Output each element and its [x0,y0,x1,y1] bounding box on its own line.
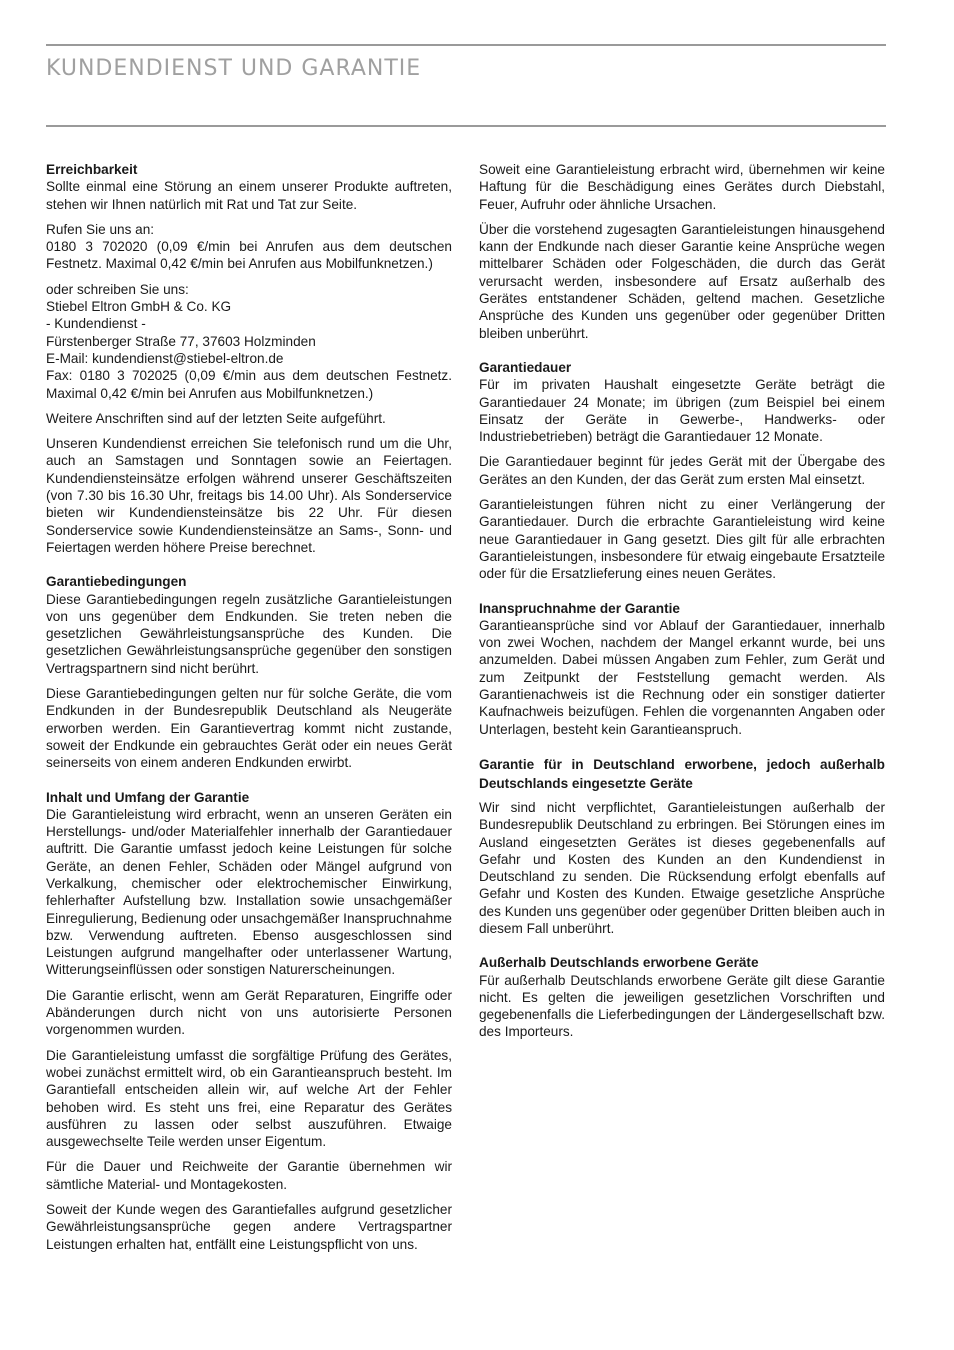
address-line: Fürstenberger Straße 77, 37603 Holzminden [46,333,316,349]
section-heading: Erreichbarkeit [46,162,138,177]
section-heading: Inhalt und Umfang der Garantie [46,789,250,805]
paragraph: Diese Garantiebedingungen gelten nur für solche Geräte, die vom Endkunden in der Bundesrepublik Deutschland als Neugeräte erworben werden. Ein Garantievertrag kommt nicht zustande, soweit der Endkunde ein gebrauchtes Gerät oder ein neues Gerät seinerseits von einem anderen Endkunden erwirbt. [46,686,452,771]
paragraph: Für die Dauer und Reichweite der Garantie übernehmen wir sämtliche Material- und Montagekosten. [46,1159,452,1192]
section-inanspruchnahme [479,600,885,738]
section-garantiedauer [479,359,885,583]
fax-line: Fax: 0180 3 702025 (0,09 €/min aus dem deutschen Festnetz. Maximal 0,42 €/min bei Anrufen aus Mobilfunknetzen.) [46,368,452,401]
address-line: oder schreiben Sie uns: [46,281,189,297]
phone-block [46,221,452,273]
section-heading: Garantie für in Deutschland erworbene, jedoch außerhalb Deutschlands eingesetzte Geräte [479,756,885,791]
paragraph: Die Garantieleistung umfasst die sorgfältige Prüfung des Gerätes, wobei zunächst ermittelt wird, ob ein Garantieanspruch besteht. Im Garantiefall entscheiden allein wir, auf welche Art der Fehler behoben wird. Es steht uns frei, eine Reparatur des Gerätes ausführen zu lassen oder selbst auszuführen. Etwaige ausgewechselte Teile werden unser Eigentum. [46,1047,452,1150]
section-erreichbarkeit [46,161,452,556]
section-heading: Garantiebedingungen [46,574,187,590]
section-ausserhalb [479,954,885,1040]
paragraph: Für außerhalb Deutschlands erworbene Geräte gilt diese Garantie nicht. Es gelten die jeweiligen gesetzlichen Vorschriften und gegebenenfalls die Lieferbedingungen der Ländergesellschaft bzw. des Importeurs. [479,972,885,1040]
address-line: Stiebel Eltron GmbH & Co. KG [46,299,232,315]
paragraph: Garantieleistungen führen nicht zu einer Verlängerung der Garantiedauer. Durch die erbrachte Garantieleistung wird keine neue Garantiedauer in Gang gesetzt. Dies gilt für alle erbrachten Garantieleistungen, insbesondere für etwaig eingebaute Ersatzteile oder für die Ersatzlieferung eines neuen Gerätes. [479,497,885,582]
page-title: KUNDENDIENST UND GARANTIE [46,56,422,81]
paragraph: Soweit eine Garantieleistung erbracht wird, übernehmen wir keine Haftung für die Beschädigung eines Gerätes durch Diebstahl, Feuer, Aufruhr oder ähnliche Ursachen. [479,162,885,212]
address-line: - Kundendienst - [46,316,146,332]
paragraph: Die Garantieleistung wird erbracht, wenn an unseren Geräten ein Herstellungs- und/oder Materialfehler innerhalb der Garantiedauer auftritt. Die Garantie umfasst jedoch keine Leistungen für solche Geräte, an denen Fehler, Schäden oder Mängel aufgrund von Verkalkung, chemischer oder elektrochemischer Einwirkung, fehlerhafter Aufstellung bzw. Installation sowie unsachgemäßer Einregulierung, Bedienung oder unsachgemäßer Inanspruchnahme bzw. Verwendung auftreten. Ebenso ausgeschlossen sind Leistungen aufgrund mangelhafter oder unterlassener Wartung, Witterungseinflüssen oder sonstigen Naturerscheinungen. [46,806,452,978]
section-heading: Inanspruchnahme der Garantie [479,600,680,616]
section-ausland [479,755,885,937]
section-inhalt-umfang [46,789,452,1253]
section-heading: Außerhalb Deutschlands erworbene Geräte [479,955,759,971]
phone-label: Rufen Sie uns an: [46,221,155,237]
email-line: E-Mail: kundendienst@stiebel-eltron.de [46,350,284,366]
section-haftung [479,161,885,342]
paragraph: Die Garantie erlischt, wenn am Gerät Reparaturen, Eingriffe oder Abänderungen durch nicht von uns autorisierte Personen vorgenommen wurden. [46,987,452,1038]
left-column [46,161,452,1270]
paragraph: Über die vorstehend zugesagten Garantieleistungen hinausgehend kann der Endkunde nach dieser Garantie keine Ansprüche wegen mittelbarer Schäden oder Folgeschäden, die durch das Gerät verursacht werden, insbesondere auf Ersatz außerhalb des Gerätes entstandener Schäden, geltend machen. Gesetzliche Ansprüche des Kunden uns gegenüber oder gegenüber Dritten bleiben unberührt. [479,221,885,341]
right-column [479,161,885,1058]
paragraph: Sollte einmal eine Störung an einem unserer Produkte auftreten, stehen wir Ihnen natürlich mit Rat und Tat zur Seite. [46,179,452,212]
paragraph: Weitere Anschriften sind auf der letzten Seite aufgeführt. [46,410,386,426]
paragraph: Die Garantiedauer beginnt für jedes Gerät mit der Übergabe des Gerätes an den Kunden, der das Gerät zum ersten Mal einsetzt. [479,454,885,487]
paragraph: Für im privaten Haushalt eingesetzte Geräte beträgt die Garantiedauer 24 Monate; im übrigen (zum Beispiel bei einem Einsatz der Geräte in Gewerbe-, Handwerks- oder Industriebetrieben) beträgt die Garantiedauer 12 Monate. [479,377,885,445]
header-bottom-rule [46,125,886,127]
paragraph: Diese Garantiebedingungen regeln zusätzliche Garantieleistungen von uns gegenüber dem Endkunden. Sie treten neben die gesetzlichen Gewährleistungsansprüche des Kunden. Die gesetzlichen Gewährleistungsansprüche gegenüber den sonstigen Vertragspartnern sind nicht berührt. [46,591,452,676]
section-heading: Garantiedauer [479,359,572,375]
section-garantiebedingungen [46,573,452,771]
address-block [46,281,452,402]
paragraph: Unseren Kundendienst erreichen Sie telefonisch rund um die Uhr, auch an Samstagen und Sonntagen sowie an Feiertagen. Kundendiensteinsätze erfolgen während unserer Geschäftszeiten (von 7.30 bis 16.30 Uhr, freitags bis 14.00 Uhr). Als Sonderservice bieten wir Kundendiensteinsätze bis 22 Uhr. Für diesen Sonderservice sowie Kundendiensteinsätze an Sams-, Sonn- und Feiertagen werden höhere Preise berechnet. [46,436,452,555]
header-top-rule [46,44,886,46]
paragraph: Soweit der Kunde wegen des Garantiefalles aufgrund gesetzlicher Gewährleistungsansprüche gegen andere Vertragspartner Leistungen erhalten hat, entfällt eine Leistungspflicht von uns. [46,1202,452,1252]
paragraph: Garantieansprüche sind vor Ablauf der Garantiedauer, innerhalb von zwei Wochen, nachdem der Mangel erkannt wurde, bei uns anzumelden. Dabei müssen Angaben zum Fehler, zum Gerät und zum Zeitpunkt der Feststellung gemacht werden. Als Garantienachweis ist die Rechnung oder ein sonstiger datierter Kaufnachweis beizufügen. Fehlen die vorgenannten Angaben oder Unterlagen, besteht kein Garantieanspruch. [479,617,885,737]
phone-text: 0180 3 702020 (0,09 €/min bei Anrufen aus dem deutschen Festnetz. Maximal 0,42 €/min bei Anrufen aus Mobilfunknetzen.) [46,239,452,272]
paragraph: Wir sind nicht verpflichtet, Garantieleistungen außerhalb der Bundesrepublik Deutschland zu erbringen. Bei Störungen eines im Ausland eingesetzten Gerätes ist dieses gegebenenfalls auf Gefahr und Kosten des Kunden an den Kundendienst in Deutschland zu senden. Die Rücksendung erfolgt ebenfalls auf Gefahr und Kosten des Kunden. Etwaige gesetzliche Ansprüche des Kunden uns gegenüber oder gegenüber Dritten bleiben auch in diesem Fall unberührt. [479,799,885,936]
